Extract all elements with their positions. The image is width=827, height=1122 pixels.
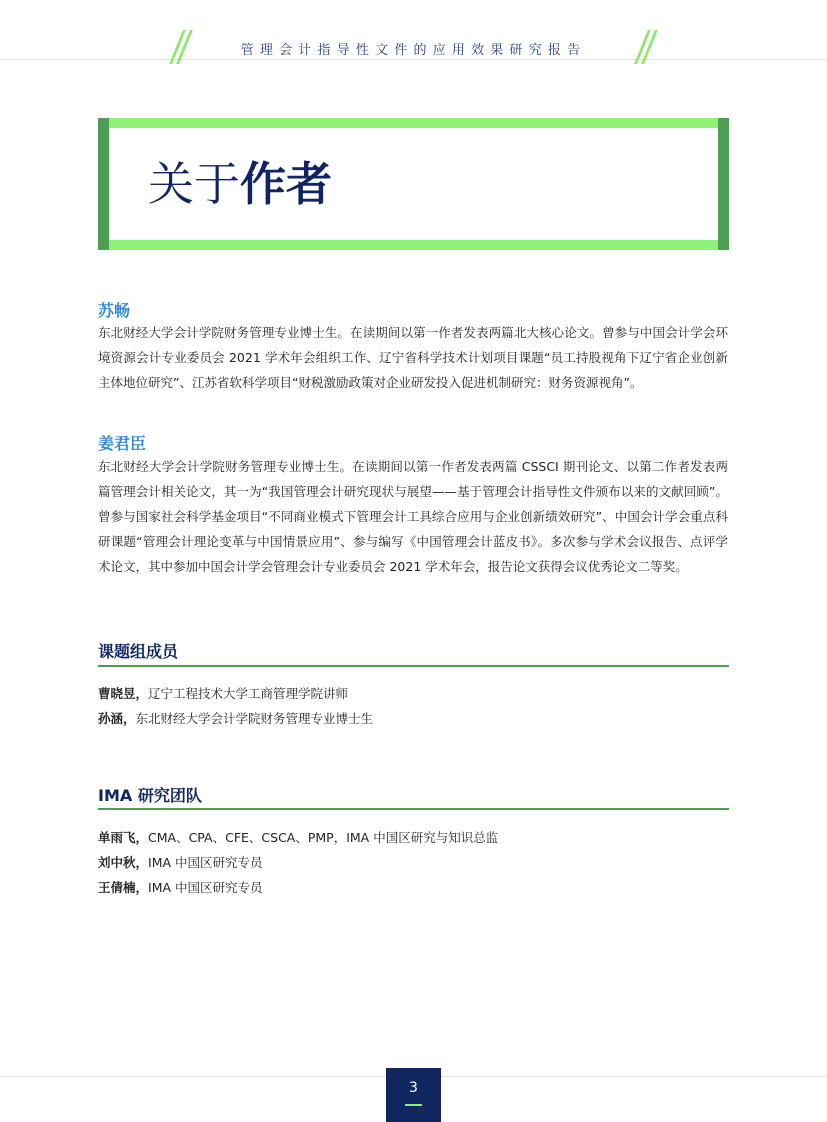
ima-member-2 bbox=[98, 855, 263, 871]
page-number-badge bbox=[386, 1068, 441, 1122]
author-bio-2: 东北财经大学会计学院财务管理专业博士生。在读期间以第一作者发表两篇 CSSCI 期刊论文、以第二作者发表两篇管理会计相关论文，其一为“我国管理会计研究现状与展望——基于管理会计指导性文件颁布以来的文献回顾”。曾参与国家社会科学基金项目“不同商业模式下管理会计工具综合应用与企业创新绩效研究”、中国会计学会重点科研课题“管理会计理论变革与中国情景应用”、参与编写《中国管理会计蓝皮书》。多次参与学术会议报告、点评学术论文，其中参加中国会计学会管理会计专业委员会 2021 学术年会，报告论文获得会议优秀论文二等奖。 bbox=[98, 459, 728, 574]
author-bio-1: 东北财经大学会计学院财务管理专业博士生。在读期间以第一作者发表两篇北大核心论文。曾参与中国会计学会环境资源会计专业委员会 2021 学术年会组织工作、辽宁省科学技术计划项目课题“员工持股视角下辽宁省企业创新主体地位研究”、江苏省软科学项目“财税激励政策对企业研发投入促进机制研究：财务资源视角”。 bbox=[98, 325, 728, 390]
page-number: 3 bbox=[409, 1080, 418, 1096]
ima-section-rule bbox=[98, 808, 729, 810]
ima-member-2-desc: IMA 中国区研究专员 bbox=[148, 855, 263, 870]
title-frame-left-bar bbox=[98, 118, 109, 250]
ima-member-3-desc: IMA 中国区研究专员 bbox=[148, 880, 263, 895]
title-frame-right-bar bbox=[718, 118, 729, 250]
team-member-1-name: 曹晓昱， bbox=[98, 686, 149, 701]
ima-member-3 bbox=[98, 880, 263, 896]
team-member-2 bbox=[98, 711, 373, 727]
page-title-normal: 关于 bbox=[148, 157, 240, 211]
title-frame-top-bar bbox=[98, 118, 729, 128]
running-header: 管理会计指导性文件的应用效果研究报告 bbox=[240, 43, 587, 58]
team-member-1 bbox=[98, 686, 348, 702]
author-name-2: 姜君臣 bbox=[98, 434, 147, 453]
header-divider bbox=[0, 59, 827, 60]
author-name-1: 苏畅 bbox=[98, 301, 131, 320]
ima-member-2-name: 刘中秋， bbox=[98, 855, 149, 870]
team-member-2-name: 孙涵， bbox=[98, 711, 136, 726]
title-frame-bottom-bar bbox=[98, 240, 729, 250]
team-member-1-desc: 辽宁工程技术大学工商管理学院讲师 bbox=[148, 686, 349, 701]
ima-member-1-name: 单雨飞， bbox=[98, 830, 149, 845]
page-title bbox=[148, 154, 332, 214]
ima-section-title: IMA 研究团队 bbox=[98, 786, 202, 805]
page-number-underline bbox=[405, 1104, 422, 1106]
ima-member-1-desc: CMA、CPA、CFE、CSCA、PMP，IMA 中国区研究与知识总监 bbox=[148, 830, 499, 845]
ima-member-3-name: 王倩楠， bbox=[98, 880, 149, 895]
title-frame bbox=[98, 118, 729, 250]
page-title-bold: 作者 bbox=[240, 157, 332, 211]
team-section-title: 课题组成员 bbox=[98, 642, 179, 661]
team-section-rule bbox=[98, 665, 729, 667]
team-member-2-desc: 东北财经大学会计学院财务管理专业博士生 bbox=[135, 711, 374, 726]
ima-member-1 bbox=[98, 830, 498, 846]
